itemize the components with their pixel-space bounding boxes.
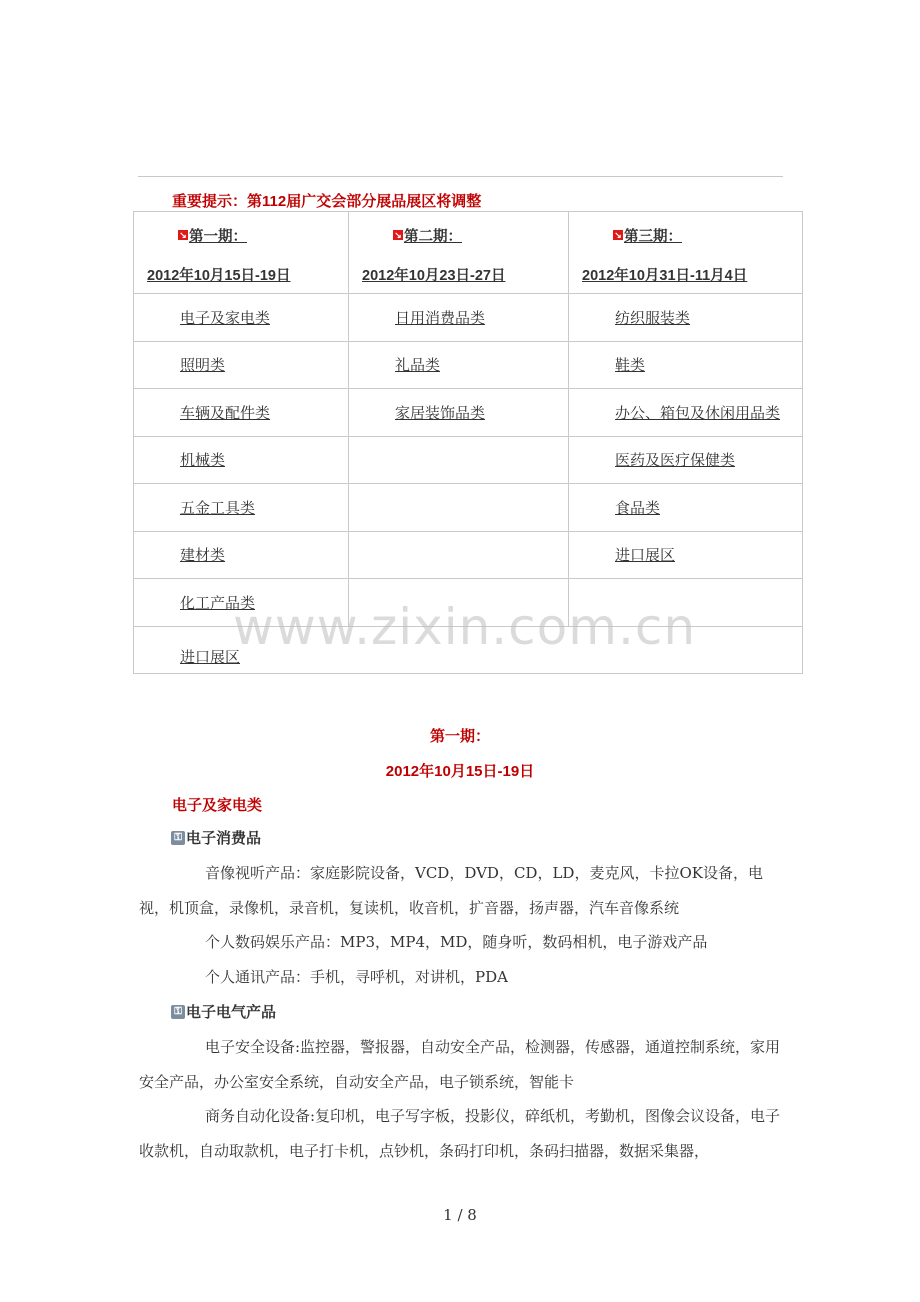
key-icon: ⚿ [171,831,185,845]
section-dates: 2012年10月15日-19日 [385,763,535,780]
category-link[interactable]: 纺织服装类 [615,308,691,327]
phase-3-dates[interactable]: 2012年10月31日-11月4日 [582,267,748,284]
subheading-electrical-products: ⚿ 电子电气产品 [171,1001,276,1022]
phase-3-link[interactable]: 第三期： [624,228,682,245]
phase-2-link[interactable]: 第二期： [404,228,462,245]
phase-1-dates[interactable]: 2012年10月15日-19日 [147,267,291,284]
key-icon: ⚿ [171,1005,185,1019]
category-link[interactable]: 办公、箱包及休闲用品类 [615,403,781,422]
category-link[interactable]: 日用消费品类 [395,308,486,327]
category-link[interactable]: 照明类 [180,356,226,375]
category-heading: 电子及家电类 [172,796,263,814]
paragraph: 音像视听产品：家庭影院设备，VCD，DVD，CD，LD，麦克风，卡拉OK设备，电视，机顶盒，录像机，录音机，复读机，收音机，扩音器，扬声器，汽车音像系统 [139,864,763,917]
table-row [134,389,803,437]
table-row [134,436,803,484]
paragraph: 商务自动化设备:复印机，电子写字板，投影仪，碎纸机，考勤机，图像会议设备，电子收款机，自动取款机，电子打卡机，点钞机，条码打印机，条码扫描器，数据采集器， [139,1107,781,1160]
phase-1-link[interactable]: 第一期： [189,228,247,245]
category-link[interactable]: 化工产品类 [180,593,256,612]
phase-2-dates[interactable]: 2012年10月23日-27日 [362,267,506,284]
category-link[interactable]: 医药及医疗保健类 [615,451,736,470]
arrow-icon: ↘ [614,230,622,240]
category-link[interactable]: 五金工具类 [180,498,256,517]
category-link[interactable]: 鞋类 [615,356,646,375]
category-link[interactable]: 家居装饰品类 [395,403,486,422]
top-divider [138,176,783,177]
table-row [134,294,803,342]
category-link[interactable]: 建材类 [180,546,226,565]
category-link[interactable]: 进口展区 [615,546,676,565]
notice-heading: 重要提示：第112届广交会部分展品展区将调整 [172,193,482,210]
paragraph: 电子安全设备:监控器，警报器，自动安全产品，检测器，传感器，通道控制系统，家用安全产品，办公室安全系统，自动安全产品，电子锁系统，智能卡 [139,1038,781,1091]
table-row [134,531,803,579]
page-number: 1 / 8 [443,1206,477,1224]
paragraph: 个人数码娱乐产品：MP3，MP4，MD，随身听，数码相机，电子游戏产品 [205,933,708,951]
subheading-consumer-electronics: ⚿ 电子消费品 [171,827,261,848]
category-link[interactable]: 机械类 [180,451,226,470]
category-link[interactable]: 礼品类 [395,356,441,375]
category-link[interactable]: 车辆及配件类 [180,403,271,422]
category-link[interactable]: 进口展区 [180,648,241,667]
category-link[interactable]: 食品类 [615,498,661,517]
watermark: www.zixin.com.cn [233,598,697,656]
section-title: 第一期： [429,728,490,745]
table-header-row [134,212,803,294]
table-row [134,484,803,532]
category-link[interactable]: 电子及家电类 [180,308,271,327]
arrow-icon: ↘ [179,230,187,240]
arrow-icon: ↘ [394,230,402,240]
paragraph: 个人通讯产品：手机，寻呼机，对讲机，PDA [205,968,508,986]
table-row [134,341,803,389]
